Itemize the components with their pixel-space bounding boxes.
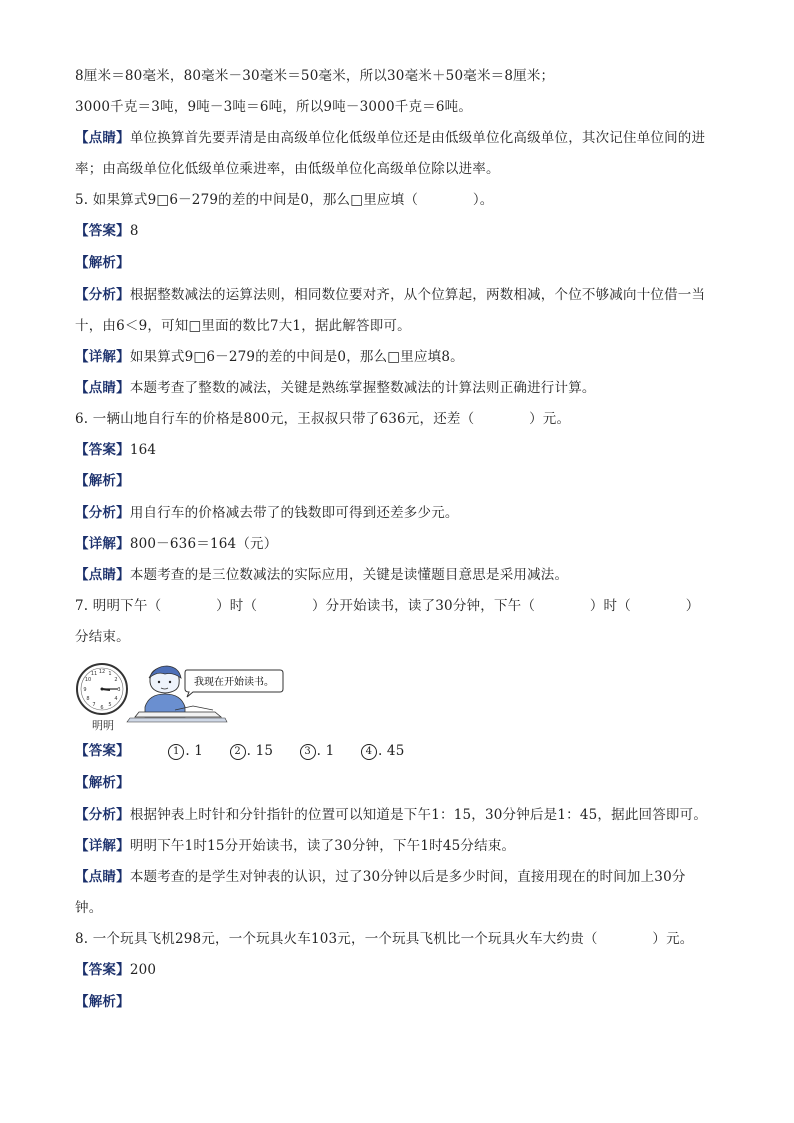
clock-icon bbox=[77, 664, 127, 714]
text-line bbox=[75, 285, 705, 305]
section-tag: 【答案】 bbox=[75, 962, 130, 978]
question-5: 5. 如果算式9□6－279的差的中间是0，那么□里应填（ ）。 bbox=[75, 192, 494, 208]
section-tag: 【详解】 bbox=[75, 838, 130, 854]
speech-bubble-text: 我现在开始读书。 bbox=[194, 677, 274, 688]
analysis-heading bbox=[75, 992, 130, 1012]
svg-text:10: 10 bbox=[84, 677, 92, 683]
text-content: 根据钟表上时针和分针指针的位置可以知道是下午1：15，30分钟后是1：45，据此回答即可。 bbox=[129, 807, 708, 823]
text-line bbox=[75, 836, 515, 856]
text-line bbox=[75, 347, 464, 367]
question-7: 7. 明明下午（ ）时（ ）分开始读书，读了30分钟，下午（ ）时（ ） bbox=[75, 598, 700, 614]
text-content: 本题考查了整数的减法，关键是熟练掌握整数减法的计算法则正确进行计算。 bbox=[129, 380, 596, 396]
analysis-heading bbox=[75, 471, 130, 491]
answer-value: 164 bbox=[129, 442, 157, 458]
section-tag: 【详解】 bbox=[75, 349, 130, 365]
text-line bbox=[75, 805, 707, 825]
answer-line bbox=[75, 960, 156, 980]
section-tag: 【答案】 bbox=[75, 442, 130, 458]
text-line: 8厘米＝80毫米，80毫米－30毫米＝50毫米，所以30毫米＋50毫米＝8厘米； bbox=[75, 68, 555, 84]
circled-number: 1 bbox=[168, 744, 184, 760]
text-line: 分结束。 bbox=[75, 629, 130, 645]
text-line: 3000千克＝3吨，9吨－3吨＝6吨，所以9吨－3000千克＝6吨。 bbox=[75, 99, 473, 115]
clock-caption: 明明 bbox=[92, 719, 114, 732]
section-tag: 【点睛】 bbox=[75, 567, 130, 583]
answer-value: 8 bbox=[129, 223, 139, 239]
text-line bbox=[75, 565, 568, 585]
answer-item bbox=[300, 741, 335, 761]
circled-number: 4 bbox=[361, 744, 377, 760]
svg-text:6: 6 bbox=[100, 705, 104, 711]
analysis-heading bbox=[75, 253, 130, 273]
text-line: 钟。 bbox=[75, 900, 103, 916]
text-line: 十，由6＜9，可知□里面的数比7大1，据此解答即可。 bbox=[75, 318, 411, 334]
text-content: 本题考查的是三位数减法的实际应用，关键是读懂题目意思是采用减法。 bbox=[129, 567, 569, 583]
svg-text:3: 3 bbox=[117, 687, 121, 693]
answer-value: 200 bbox=[129, 962, 157, 978]
section-tag: 【解析】 bbox=[75, 994, 130, 1010]
answer-item bbox=[361, 741, 405, 761]
answer-value: . 45 bbox=[377, 743, 405, 759]
svg-text:5: 5 bbox=[108, 702, 112, 708]
svg-text:8: 8 bbox=[86, 696, 90, 702]
text-content: 本题考查的是学生对钟表的认识，过了30分钟以后是多少时间，直接用现在的时间加上30分 bbox=[129, 869, 686, 885]
svg-text:9: 9 bbox=[83, 687, 87, 693]
svg-text:7: 7 bbox=[92, 702, 96, 708]
section-tag: 【点睛】 bbox=[75, 869, 130, 885]
section-tag: 【分析】 bbox=[75, 287, 130, 303]
answer-item bbox=[168, 741, 203, 761]
question-8: 8. 一个玩具飞机298元，一个玩具火车103元，一个玩具飞机比一个玩具火车大约贵（ ）元。 bbox=[75, 931, 694, 947]
circled-number: 3 bbox=[300, 744, 316, 760]
svg-text:11: 11 bbox=[90, 671, 98, 677]
answer-line bbox=[75, 221, 139, 241]
question-6: 6. 一辆山地自行车的价格是800元，王叔叔只带了636元，还差（ ）元。 bbox=[75, 411, 571, 427]
text-content: 如果算式9□6－279的差的中间是0，那么□里应填8。 bbox=[129, 349, 464, 365]
text-line: 率；由高级单位化低级单位乘进率，由低级单位化高级单位除以进率。 bbox=[75, 161, 500, 177]
section-tag: 【点睛】 bbox=[75, 380, 130, 396]
answer-value: . 1 bbox=[316, 743, 335, 759]
svg-text:2: 2 bbox=[114, 677, 118, 683]
svg-text:12: 12 bbox=[98, 669, 106, 675]
analysis-heading bbox=[75, 773, 130, 793]
text-content: 800－636＝164（元） bbox=[129, 536, 278, 552]
text-line bbox=[75, 867, 686, 887]
section-tag: 【解析】 bbox=[75, 775, 130, 791]
text-content: 明明下午1时15分开始读书，读了30分钟，下午1时45分结束。 bbox=[129, 838, 516, 854]
section-tag: 【解析】 bbox=[75, 473, 130, 489]
answer-line bbox=[75, 741, 427, 761]
text-content: 用自行车的价格减去带了的钱数即可得到还差多少元。 bbox=[129, 505, 459, 521]
section-tag: 【详解】 bbox=[75, 536, 130, 552]
circled-number: 2 bbox=[230, 744, 246, 760]
svg-text:4: 4 bbox=[114, 696, 118, 702]
text-line bbox=[75, 503, 459, 523]
text-line bbox=[75, 534, 277, 554]
clock-reading-figure bbox=[75, 662, 285, 734]
svg-text:1: 1 bbox=[108, 671, 112, 677]
answer-value: . 15 bbox=[246, 743, 274, 759]
answer-line bbox=[75, 440, 156, 460]
section-tag: 【分析】 bbox=[75, 807, 130, 823]
section-tag: 【答案】 bbox=[75, 743, 130, 759]
text-line bbox=[75, 378, 596, 398]
section-tag: 【点睛】 bbox=[75, 130, 130, 146]
text-line bbox=[75, 128, 705, 148]
boy-illustration bbox=[127, 666, 283, 722]
section-tag: 【分析】 bbox=[75, 505, 130, 521]
text-content: 单位换算首先要弄清是由高级单位化低级单位还是由低级单位化高级单位，其次记住单位间的进 bbox=[129, 130, 706, 146]
text-content: 根据整数减法的运算法则，相同数位要对齐，从个位算起，两数相减，个位不够减向十位借一当 bbox=[129, 287, 706, 303]
answer-value: . 1 bbox=[185, 743, 204, 759]
section-tag: 【答案】 bbox=[75, 223, 130, 239]
section-tag: 【解析】 bbox=[75, 255, 130, 271]
answer-item bbox=[230, 741, 274, 761]
